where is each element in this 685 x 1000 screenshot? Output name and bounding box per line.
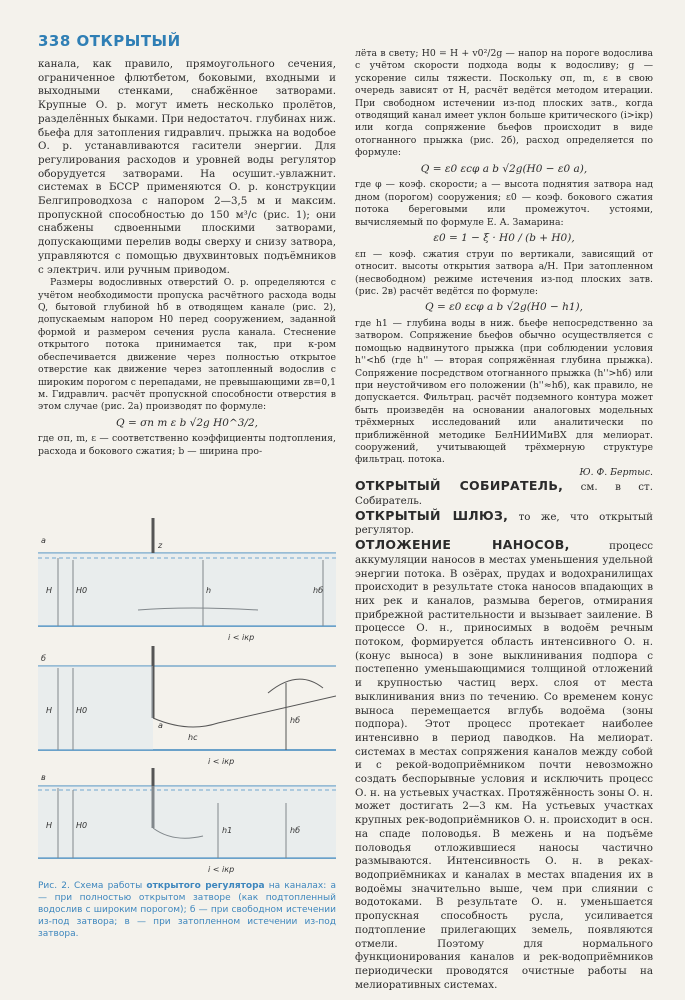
page-header: 338 ОТКРЫТЫЙ — [38, 32, 181, 50]
formula-1: Q = σп m ε b √2g H0^3/2, — [116, 416, 258, 429]
caption-bold: открытого регулятора — [146, 881, 265, 891]
depth-label-hb: hб — [313, 586, 324, 595]
caption-prefix: Рис. 2. Схема работы — [38, 881, 143, 891]
slope-label-a: i < iкр — [228, 633, 255, 642]
depth-label-H0: H0 — [76, 586, 88, 595]
label-z: z — [158, 541, 163, 550]
entry-text: см. в ст. Собиратель. — [355, 481, 653, 507]
left-paragraph-1: канала, как правило, прямоугольного сечения, ограниченное флютбетом, боковыми, входными и выходными стенками, снабжённое затворами. Крупные О. р. могут иметь несколько пролётов, разделённых быками. При недостаточ. глубинах ниж. бьефа для затопления гидравлич. прыжка на водобое О. р. устанавливаются гасители энергии. Для регулирования расходов и уровней воды регулятор оборудуется затворами. На осушит.-увлажнит. системах в БССР применяются О. р. конструкции Белгипроводхоза с напором 2—3,5 м и максим. пропускной способностью до 150 м³/с (рис. 1); они снабжены сдвоенными плоскими затворами, допускающими перелив воды сверху и снизу затвора, управляются с помощью двухвинтовых подъёмников с электрич. или ручным приводом. — [38, 58, 336, 276]
right-paragraph-2: где φ — коэф. скорости; a — высота поднятия затвора над дном (порогом) сооружения; ε0 — коэф. бокового сжатия потока береговыми или промежуточ. устоями, вычисляемый по формуле Е. А. Замарина: — [355, 179, 653, 228]
entry-text: то же, что открытый регулятор. — [355, 510, 653, 537]
depth-label-H-b: H — [46, 706, 53, 715]
figure-2 — [38, 518, 336, 878]
caption-rest: на каналах: а — при полностью открытом затворе (как подтопленный водослив с широким порогом); б — при свободном истечении из-под затвора; в — при затопленном истечении из-под затвора. — [38, 881, 336, 939]
left-paragraph-3: где σп, m, ε — соответственно коэффициенты подтопления, расхода и бокового сжатия; b — ширина про- — [38, 433, 336, 457]
formula-4: Q = ε0 εсφ a b √2g(H0 − h1), — [425, 301, 583, 314]
figure-caption — [38, 880, 336, 940]
left-paragraph-2: Размеры водосливных отверстий О. р. определяются с учётом необходимости пропуска расчётного расхода воды Q, бытовой глубиной hб в отводящем канале (рис. 2), допускаемым напором H0 перед сооружением, заданной формой и размером сечения русла канала. Стеснение открытого потока принимается так, при к-ром обеспечивается движение через полностью открытое отверстие как движение через затопленный водослив с широким порогом с перепадами, не превышающими zв=0,1 м. Гидравлич. расчёт пропускной способности отверстия в этом случае (рис. 2а) производят по формуле: — [38, 277, 336, 413]
depth-label-hb-c: hб — [290, 826, 301, 835]
entry-otkrytyj-shlyuz — [355, 509, 653, 538]
depth-label-h1-c: h1 — [222, 826, 233, 835]
depth-label-h: h — [206, 586, 212, 595]
panel-label-b: б — [41, 654, 46, 663]
slope-label-c: i < iкр — [208, 865, 235, 874]
depth-label-H0-b: H0 — [76, 706, 88, 715]
formula-3: ε0 = 1 − ξ · H0 / (b + H0), — [433, 231, 575, 244]
panel-label-c: в — [41, 773, 46, 782]
entry-otkrytyj-sobiratel — [355, 479, 653, 508]
slope-label-b: i < iкр — [208, 757, 235, 766]
depth-label-hb-b: hб — [290, 716, 301, 725]
depth-label-H0-c: H0 — [76, 821, 88, 830]
formula-2: Q = ε0 εсφ a b √2g(H0 − ε0 a), — [420, 162, 588, 175]
right-paragraph-4: где h1 — глубина воды в ниж. бьефе непосредственно за затвором. Сопряжение бьефов обычно осуществляется с помощью надвинутого прыжка (при соблюдении условия h''<hб (где h'' — вторая сопряжённая глубина прыжка). Сопряжение посредством отогнанного прыжка (h''>hб) или при неустойчивом его положении (h''≈hб), как правило, не допускается. Фильтрац. расчёт подземного контура может быть произведён на основании аналоговых модельных трёхмерных исследований или аналитически по приближённой методике БелНИИМиВХ для мелиорат. сооружений, учитывающей трёхмерную структуре фильтрац. потока. — [355, 318, 653, 466]
right-paragraph-1: лёта в свету; H0 = H + v0²/2g — напор на пороге водослива с учётом скорости подхода воды к водосливу; g — ускорение силы тяжести. Поскольку σп, m, ε в свою очередь зависят от H, расчёт ведётся методом итерации. При свободном истечении из-под плоских затв., когда отводящий канал имеет уклон больше критического (i>iкр) или когда сопряжение бьефов происходит в виде отогнанного прыжка (рис. 2б), расход определяется по формуле: — [355, 48, 653, 159]
right-column — [355, 48, 653, 992]
right-paragraph-3: εп — коэф. сжатия струи по вертикали, зависящий от относит. высоты открытия затвора a/H. При затопленном (несвободном) режиме истечения из-под плоских затв. (рис. 2в) расчёт ведётся по формуле: — [355, 248, 653, 297]
panel-label-a: а — [41, 536, 46, 545]
depth-label-H-c: H — [46, 821, 53, 830]
entry-text: процесс аккумуляции наносов в местах уменьшения удельной энергии потока. В озёрах, прудах и водохранилищах происходит в результате стока наносов впадающих в них рек и каналов, размыва берегов, отмирания прибрежной растительности и вызывает заиление. В процессе О. н., приносимых в водоём речным потоком, формируется область интенсивного О. н. (конус выноса) в зоне выклинивания подпора с постепенно уменьшающимися толщиной отложений и крупностью частиц верх. слоя от места выклинивания вниз по течению. Со временем конус выноса перемещается вглубь водоёма (зоны подпора). Этот процесс протекает наиболее интенсивно в период паводков. На мелиорат. системах в местах сопряжения каналов между собой и с рекой-водоприёмником почти невозможно создать беспорывные условия и исключить процесс О. н. на устьевых участках. Протяжённость зоны О. н. может достигать 2—3 км. На устьевых участках крупных рек-водоприёмников О. н. происходит в осн. на спаде половодья. В межень и на подъёме половодья отложившиеся наносы частично размываются. Интенсивность О. н. в реках-водоприёмниках и каналах в местах впадения их в водоёмы значительно выше, чем при слиянии с водотоками. В результате О. н. уменьшается пропускная способность русла, усиливается подтопление прилегающих земель, появляются отмели. Поэтому для нормального функционирования каналов и рек-водоприёмников периодически проводятся очистные работы на мелиоративных системах. — [355, 540, 653, 991]
entry-term: ОТКРЫТЫЙ ШЛЮЗ, — [355, 507, 509, 523]
label-hc: hc — [188, 733, 198, 742]
entry-term: ОТЛОЖЕНИЕ НАНОСОВ, — [355, 537, 570, 553]
depth-label-H: H — [46, 586, 53, 595]
figure-svg — [38, 518, 336, 878]
entry-term: ОТКРЫТЫЙ СОБИРАТЕЛЬ, — [355, 478, 564, 494]
entry-otlozhenie-nanosov — [355, 538, 653, 992]
left-column — [38, 58, 336, 458]
label-a: a — [158, 721, 163, 730]
signature: Ю. Ф. Бертыс. — [579, 466, 653, 478]
